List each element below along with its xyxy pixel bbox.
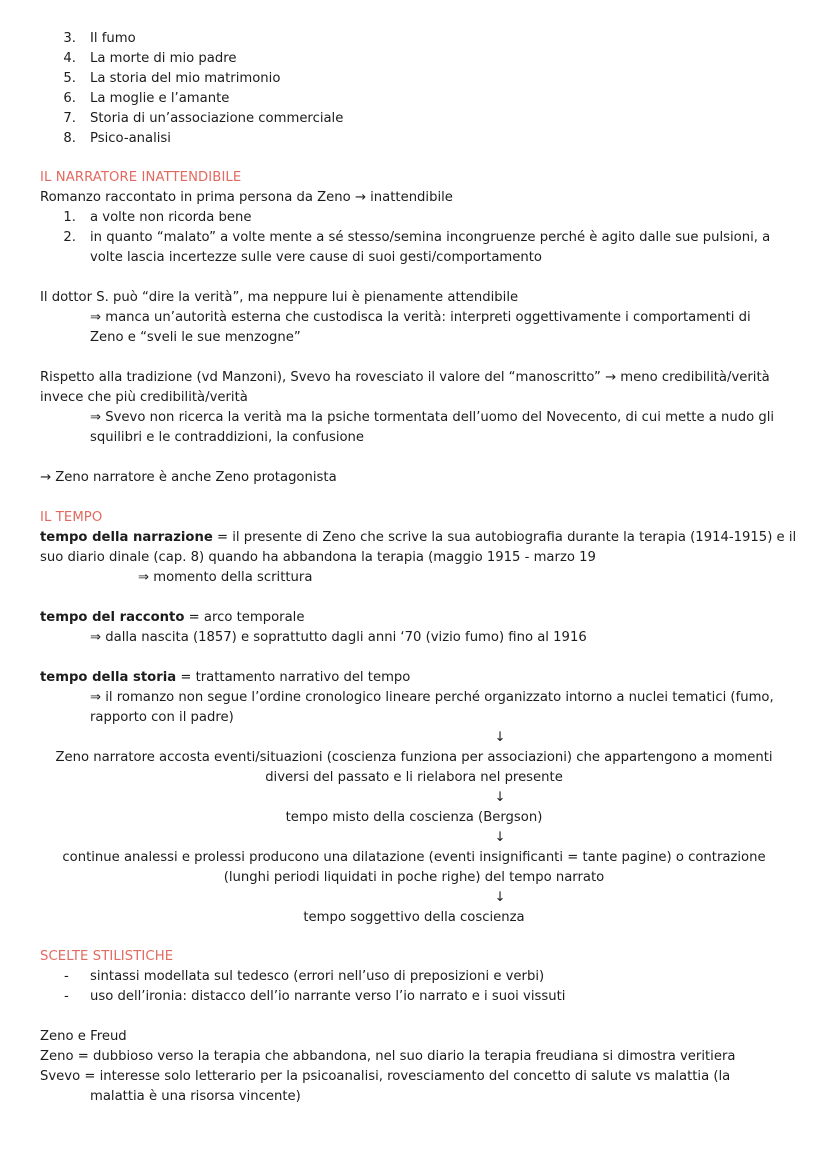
list-item: Psico-analisi xyxy=(90,131,171,146)
down-arrow-icon: ↓ xyxy=(494,830,506,845)
dottor-consequence: ⇒ manca un’autorità esterna che custodisca la verità: interpreti oggettivamente i comportamenti di xyxy=(90,310,751,325)
freud-zeno: Zeno = dubbioso verso la terapia che abbandona, nel suo diario la terapia freudiana si dimostra veritiera xyxy=(40,1049,736,1064)
list-item: Il fumo xyxy=(90,31,136,46)
list-number: 4. xyxy=(63,51,76,66)
list-item: a volte non ricorda bene xyxy=(90,210,252,225)
zeno-protagonista: → Zeno narratore è anche Zeno protagonista xyxy=(40,470,337,485)
flow-step-tempo-misto: tempo misto della coscienza (Bergson) xyxy=(285,810,543,825)
tempo-storia xyxy=(40,668,410,688)
list-item: La moglie e l’amante xyxy=(90,91,230,106)
bullet-dash: - xyxy=(64,969,69,984)
list-item: Storia di un’associazione commerciale xyxy=(90,111,344,126)
flow-step-associazioni: Zeno narratore accosta eventi/situazioni (coscienza funziona per associazioni) che appartengono a momenti xyxy=(55,750,773,765)
tradizione-paragraph: Rispetto alla tradizione (vd Manzoni), Svevo ha rovesciato il valore del “manoscritto” → meno credibilità/verità xyxy=(40,370,770,385)
flow-step-tempo-soggettivo: tempo soggettivo della coscienza xyxy=(303,910,525,925)
term-definition: = trattamento narrativo del tempo xyxy=(176,670,411,685)
list-item: in quanto “malato” a volte mente a sé stesso/semina incongruenze perché è agito dalle sue pulsioni, a xyxy=(90,230,771,245)
tradizione-paragraph-continued: invece che più credibilità/verità xyxy=(40,390,248,405)
narratore-intro: Romanzo raccontato in prima persona da Zeno → inattendibile xyxy=(40,190,453,205)
flow-step-analessi: continue analessi e prolessi producono una dilatazione (eventi insignificanti = tante pagine) o contrazione xyxy=(62,850,766,865)
list-number: 1. xyxy=(63,210,76,225)
tempo-racconto-consequence: ⇒ dalla nascita (1857) e soprattutto dagli anni ‘70 (vizio fumo) fino al 1916 xyxy=(90,630,587,645)
freud-title: Zeno e Freud xyxy=(40,1029,127,1044)
list-item: uso dell’ironia: distacco dell’io narrante verso l’io narrato e i suoi vissuti xyxy=(90,989,566,1004)
term-label: tempo del racconto xyxy=(40,610,185,625)
term-label: tempo della storia xyxy=(40,670,177,685)
list-item: sintassi modellata sul tedesco (errori nell’uso di preposizioni e verbi) xyxy=(90,969,545,984)
tradizione-consequence-continued: squilibri e le contraddizioni, la confusione xyxy=(90,430,365,445)
term-definition: = arco temporale xyxy=(184,610,305,625)
bullet-dash: - xyxy=(64,989,69,1004)
section-heading-narratore: IL NARRATORE INATTENDIBILE xyxy=(40,170,242,185)
tempo-racconto xyxy=(40,608,304,628)
tradizione-consequence: ⇒ Svevo non ricerca la verità ma la psiche tormentata dell’uomo del Novecento, di cui mette a nudo gli xyxy=(90,410,775,425)
freud-svevo-continued: malattia è una risorsa vincente) xyxy=(90,1089,301,1104)
list-number: 5. xyxy=(63,71,76,86)
section-heading-tempo: IL TEMPO xyxy=(40,510,103,525)
list-item: La storia del mio matrimonio xyxy=(90,71,281,86)
tempo-narrazione xyxy=(40,528,796,548)
tempo-storia-consequence: ⇒ il romanzo non segue l’ordine cronologico lineare perché organizzato intorno a nuclei tematici (fumo, xyxy=(90,690,774,705)
list-number: 6. xyxy=(63,91,76,106)
term-label: tempo della narrazione xyxy=(40,530,213,545)
tempo-storia-consequence-continued: rapporto con il padre) xyxy=(90,710,234,725)
flow-step-analessi-continued: (lunghi periodi liquidati in poche righe) del tempo narrato xyxy=(223,870,605,885)
tempo-narrazione-continued: suo diario dinale (cap. 8) quando ha abbandona la terapia (maggio 1915 - marzo 19 xyxy=(40,550,596,565)
tempo-narrazione-consequence: ⇒ momento della scrittura xyxy=(138,570,313,585)
list-number: 8. xyxy=(63,131,76,146)
term-definition: = il presente di Zeno che scrive la sua autobiografia durante la terapia (1914-1915) e il xyxy=(212,530,797,545)
list-item-continued: volte lascia incertezze sulle vere cause di suoi gesti/comportamento xyxy=(90,250,542,265)
list-number: 2. xyxy=(63,230,76,245)
down-arrow-icon: ↓ xyxy=(494,730,506,745)
list-number: 3. xyxy=(63,31,76,46)
dottor-paragraph: Il dottor S. può “dire la verità”, ma neppure lui è pienamente attendibile xyxy=(40,290,519,305)
down-arrow-icon: ↓ xyxy=(494,890,506,905)
list-number: 7. xyxy=(63,111,76,126)
freud-svevo: Svevo = interesse solo letterario per la psicoanalisi, rovesciamento del concetto di salute vs malattia (la xyxy=(40,1069,731,1084)
flow-step-associazioni-continued: diversi del passato e li rielabora nel presente xyxy=(265,770,563,785)
list-item: La morte di mio padre xyxy=(90,51,237,66)
section-heading-scelte: SCELTE STILISTICHE xyxy=(40,949,174,964)
dottor-consequence-continued: Zeno e “sveli le sue menzogne” xyxy=(90,330,301,345)
down-arrow-icon: ↓ xyxy=(494,790,506,805)
